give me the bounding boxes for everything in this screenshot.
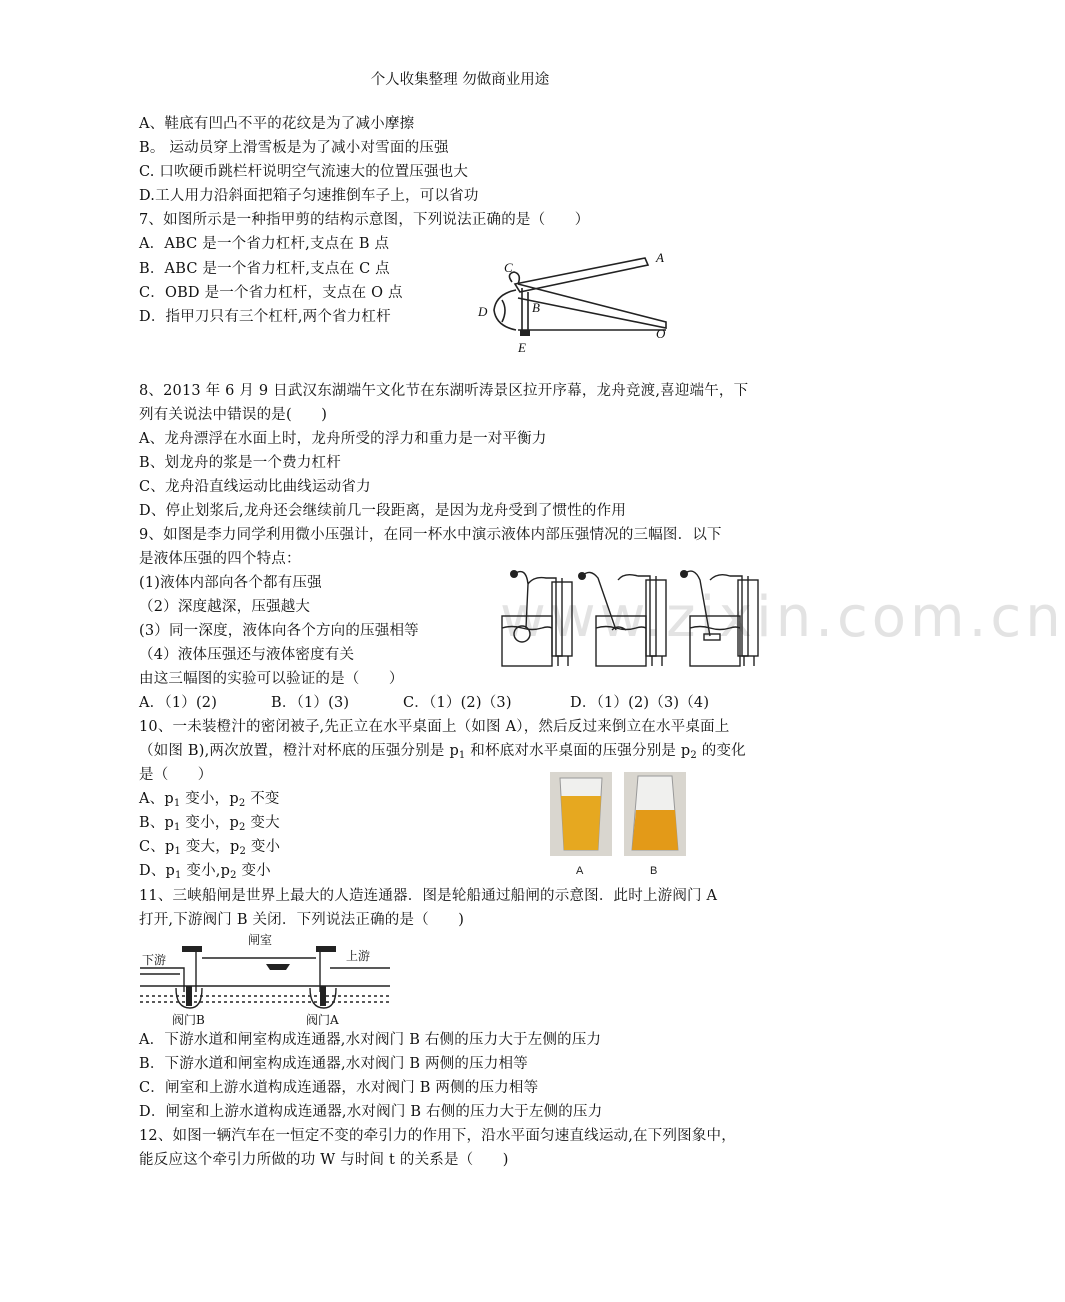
fig-label-e: E (518, 340, 526, 355)
q10-option-c: C、$p_1$ 变大，$p_2$ 变小 (139, 839, 281, 857)
q9-point-1: (1)液体内部向各个都有压强 (139, 575, 322, 591)
q6-option-b: B。 运动员穿上滑雪板是为了减小对雪面的压强 (139, 140, 449, 156)
q11-option-b: B．下游水道和闸室构成连通器,水对阀门 B 两侧的压力相等 (139, 1056, 528, 1072)
q7-stem: 7、如图所示是一种指甲剪的结构示意图，下列说法正确的是（ ） (139, 212, 590, 228)
fig-label-b: B (532, 300, 540, 315)
q8-stem-line1: 8、2013 年 6 月 9 日武汉东湖端午文化节在东湖听涛景区拉开序幕，龙舟竞渡,喜迎端午，下 (139, 383, 749, 399)
q10-option-d: D、$p_1$ 变小$,p_2$ 变小 (139, 863, 271, 881)
fig-label-d: D (478, 304, 488, 319)
q6-option-d: D.工人用力沿斜面把箱子匀速推倒车子上，可以省功 (139, 188, 479, 204)
q9-option-c: C．（1）(2)（3) (403, 695, 512, 711)
lock-label-chamber: 闸室 (248, 933, 273, 947)
q11-option-d: D．闸室和上游水道构成连通器,水对阀门 B 右侧的压力大于左侧的压力 (139, 1104, 603, 1120)
q10-option-a: A、$p_1$ 变小，$p_2$ 不变 (139, 791, 280, 809)
q7-option-d: D．指甲刀只有三个杠杆,两个省力杠杆 (139, 309, 391, 325)
q10-stem-line1: 10、一未装橙汁的密闭被子,先正立在水平桌面上（如图 A），然后反过来倒立在水平桌面上 (139, 719, 730, 735)
q10-stem-line2: （如图 B),两次放置，橙汁对杯底的压强分别是 $p_1$ 和杯底对水平桌面的压强分别是 $p_2$ 的变化 (139, 743, 746, 761)
q12-stem-line1: 12、如图一辆汽车在一恒定不变的牵引力的作用下，沿水平面匀速直线运动,在下列图象中， (139, 1128, 736, 1144)
lock-label-valve-b: 阀门B (172, 1013, 205, 1027)
q7-option-c: C．OBD 是一个省力杠杆，支点在 O 点 (139, 285, 403, 301)
q10-stem-line3: 是（ ） (139, 767, 213, 783)
q9-point-4: （4）液体压强还与液体密度有关 (139, 647, 355, 663)
lock-label-valve-a: 阀门A (306, 1013, 339, 1027)
q6-option-c: C. 口吹硬币跳栏杆说明空气流速大的位置压强也大 (139, 164, 469, 180)
q8-option-a: A、龙舟漂浮在水面上时，龙舟所受的浮力和重力是一对平衡力 (139, 431, 547, 447)
q9-stem-line1: 9、如图是李力同学利用微小压强计，在同一杯水中演示液体内部压强情况的三幅图．以下 (139, 527, 722, 543)
q7-option-a: A．ABC 是一个省力杠杆,支点在 B 点 (139, 236, 390, 252)
fig-label-a: A (656, 250, 664, 265)
lock-label-downstream: 下游 (142, 953, 167, 967)
q8-option-b: B、划龙舟的浆是一个费力杠杆 (139, 455, 341, 471)
q6-option-a: A、鞋底有凹凸不平的花纹是为了减小摩擦 (139, 116, 415, 132)
cup-label-a: A (576, 865, 584, 877)
q9-option-a: A．（1）(2) (139, 695, 218, 711)
ship-lock-figure (140, 932, 390, 1028)
q8-option-d: D、停止划浆后,龙舟还会继续前几一段距离，是因为龙舟受到了惯性的作用 (139, 503, 627, 519)
cup-label-b: B (650, 865, 658, 877)
q9-stem-line2: 是液体压强的四个特点： (139, 551, 301, 567)
q11-option-c: C．闸室和上游水道构成连通器，水对阀门 B 两侧的压力相等 (139, 1080, 539, 1096)
fig-label-o: O (656, 326, 666, 341)
nail-clipper-figure (470, 244, 690, 358)
q7-option-b: B．ABC 是一个省力杠杆,支点在 C 点 (139, 261, 390, 277)
page-header: 个人收集整理 勿做商业用途 (370, 72, 550, 88)
lock-label-upstream: 上游 (346, 949, 371, 963)
q11-option-a: A．下游水道和闸室构成连通器,水对阀门 B 右侧的压力大于左侧的压力 (139, 1032, 602, 1048)
q9-point-3: (3）同一深度，液体向各个方向的压强相等 (139, 623, 419, 639)
q9-question: 由这三幅图的实验可以验证的是（ ） (139, 671, 404, 687)
fig-label-c: C (504, 260, 513, 275)
q10-option-b: B、$p_1$ 变小，$p_2$ 变大 (139, 815, 280, 833)
q11-stem-line1: 11、三峡船闸是世界上最大的人造连通器．图是轮船通过船闸的示意图．此时上游阀门 A (139, 888, 718, 904)
q9-option-d: D．（1）(2)（3)（4) (570, 695, 710, 711)
q8-stem-line2: 列有关说法中错误的是( ) (139, 407, 328, 423)
watermark: www.zixin.com.cn (500, 585, 1065, 650)
q12-stem-line2: 能反应这个牵引力所做的功 W 与时间 t 的关系是（ ) (139, 1152, 509, 1168)
q9-point-2: （2）深度越深，压强越大 (139, 599, 311, 615)
pressure-gauge-figure (488, 566, 778, 670)
q8-option-c: C、龙舟沿直线运动比曲线运动省力 (139, 479, 371, 495)
q11-stem-line2: 打开,下游阀门 B 关闭．下列说法正确的是（ ) (139, 912, 465, 928)
orange-juice-cups-figure (548, 770, 698, 880)
q9-option-b: B．（1）(3) (271, 695, 350, 711)
